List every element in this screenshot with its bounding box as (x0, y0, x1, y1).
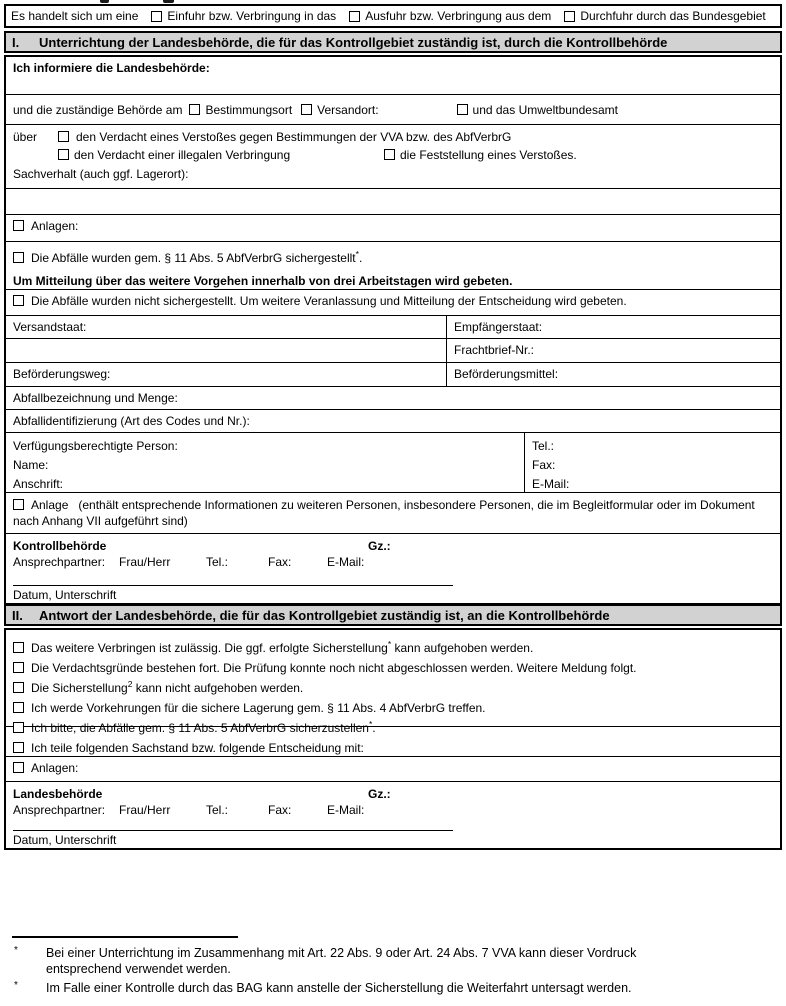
option-text: Ich bitte, die Abfälle gem. § 11 Abs. 5 AbfVerbrG sicherzustellen (31, 721, 369, 735)
sichergestellt-text: Die Abfälle wurden gem. § 11 Abs. 5 AbfVerbrG sichergestellt (31, 251, 356, 265)
checkbox-anlage-note[interactable] (13, 499, 24, 510)
frachtbrief-cell (447, 339, 780, 362)
landes-fax-label: Fax: (268, 803, 292, 817)
kontroll-fax-label: Fax: (268, 555, 292, 569)
verdacht-line2 (13, 147, 773, 163)
sachstand-entry-area (6, 727, 780, 757)
option-line (13, 676, 773, 696)
landes-email-label: E-Mail: (327, 803, 365, 817)
ueber-label: über (13, 130, 38, 144)
cropped-text-remnant (163, 0, 174, 3)
abfallbezeichnung-label: Abfallbezeichnung und Menge: (13, 391, 178, 405)
kontroll-ansprechpartner-line (13, 554, 773, 570)
person-email-label: E-Mail: (532, 477, 570, 491)
section1-table (4, 55, 782, 605)
label-verdacht-verstoss: den Verdacht eines Verstoßes gegen Bestimmungen der VVA bzw. des AbfVerbrG (76, 130, 512, 144)
section2-title: Antwort der Landesbehörde, die für das Kontrollgebiet zuständig ist, an die Kontrollbehörde (39, 607, 610, 623)
section2-header (4, 604, 782, 626)
section2-table (4, 628, 782, 850)
staaten-row (6, 316, 780, 339)
landesbehoerde-title: Landesbehörde (13, 787, 103, 801)
anlagen2-row (6, 757, 780, 782)
kontrollbehoerde-title-line (13, 538, 773, 554)
verdacht-line1 (13, 129, 773, 145)
anlagen1-row (6, 215, 780, 242)
option-text: Ich teile folgenden Sachstand bzw. folgende Entscheidung mit: (31, 741, 364, 755)
section2-number: II. (12, 607, 23, 623)
option-line (13, 656, 773, 676)
option-text: Die Sicherstellung (31, 681, 128, 695)
sachverhalt-entry-area (6, 189, 780, 215)
person-name-label: Name: (13, 458, 49, 472)
landesbehoerde-title-line (13, 786, 773, 802)
option-text: Das weitere Verbringen ist zulässig. Die ggf. erfolgte Sicherstellung (31, 641, 388, 655)
checkbox-umweltbundesamt[interactable] (457, 104, 468, 115)
versandstaat-cell (6, 316, 447, 338)
nicht-sichergestellt-text: Die Abfälle wurden nicht sichergestellt. Um weitere Veranlassung und Mitteilung der Entscheidung wird gebeten. (31, 294, 627, 308)
checkbox-anlagen1[interactable] (13, 220, 24, 231)
abfallidentifizierung-row (6, 410, 780, 433)
checkbox-nicht-sichergestellt[interactable] (13, 295, 24, 306)
person-anschrift-label: Anschrift: (13, 477, 64, 491)
sichergestellt-line (13, 246, 773, 266)
label-durchfuhr: Durchfuhr durch das Bundesgebiet (580, 9, 766, 23)
option-text: Die Verdachtsgründe bestehen fort. Die Prüfung konnte noch nicht abgeschlossen werden. Weitere Meldung folgt. (31, 661, 637, 675)
befoerderungsmittel-cell (447, 363, 780, 386)
footnote2-text: Im Falle einer Kontrolle durch das BAG kann anstelle der Sicherstellung die Weiterfahrt untersagt werden. (46, 981, 632, 995)
empfaengerstaat-label: Empfängerstaat: (454, 320, 543, 334)
checkbox-sichergestellt[interactable] (13, 252, 24, 263)
frachtbrief-row (6, 339, 780, 363)
befoerderungsweg-cell (6, 363, 447, 386)
anlage-note-label: Anlage (31, 498, 69, 512)
checkbox-verdachtsgruende[interactable] (13, 662, 24, 673)
landes-signature-line (13, 830, 453, 831)
label-feststellung: die Feststellung eines Verstoßes. (400, 148, 577, 162)
staat-entry-cell (6, 339, 447, 362)
abfallbezeichnung-row (6, 387, 780, 410)
kontroll-signature-line (13, 585, 453, 586)
checkbox-ausfuhr[interactable] (349, 11, 360, 22)
landes-datum-line (13, 832, 773, 848)
footnote-marker: * (355, 249, 359, 259)
behoerde-row (6, 95, 780, 125)
label-ausfuhr: Ausfuhr bzw. Verbringung aus dem (365, 9, 552, 23)
kontroll-frauherr-label: Frau/Herr (119, 555, 171, 569)
label-einfuhr: Einfuhr bzw. Verbringung in das (167, 9, 337, 23)
footnote-marker: * (387, 639, 392, 649)
landes-gz-label: Gz.: (368, 787, 391, 801)
label-versandort: Versandort: (317, 102, 379, 117)
checkbox-vorkehrungen-lagerung[interactable] (13, 702, 24, 713)
abfallidentifizierung-label: Abfallidentifizierung (Art des Codes und Nr.): (13, 414, 250, 428)
person-fax-label: Fax: (532, 458, 556, 472)
empfaengerstaat-cell (447, 316, 780, 338)
footnote-rule (12, 936, 238, 938)
shipment-type-row (4, 4, 782, 28)
anlage-note-text: (enthält entsprechende Informationen zu weiteren Personen, insbesondere Personen, die im Begleitformular oder im Dokument nach Anhang VII aufgeführt sind) (13, 498, 755, 528)
footnote-marker: 2 (127, 679, 133, 689)
footnote1-text: Bei einer Unterrichtung im Zusammenhang mit Art. 22 Abs. 9 oder Art. 24 Abs. 7 VVA kann dieser Vordruck entsprechend verwendet werden. (46, 946, 637, 976)
option-text-cont: kann nicht aufgehoben werden. (132, 681, 304, 695)
checkbox-verbringen-zulaessig[interactable] (13, 642, 24, 653)
kontroll-tel-label: Tel.: (206, 555, 229, 569)
kontroll-ansprechpartner-label: Ansprechpartner: (13, 555, 106, 569)
checkbox-einfuhr[interactable] (151, 11, 162, 22)
person-tel-label: Tel.: (532, 439, 555, 453)
option-text-cont: . (372, 721, 376, 735)
befoerderungsmittel-label: Beförderungsmittel: (454, 367, 559, 381)
kontrollbehoerde-title: Kontrollbehörde (13, 539, 107, 553)
person-row (6, 433, 780, 493)
anlage-note-row (6, 493, 780, 534)
label-bestimmungsort: Bestimmungsort (205, 102, 293, 117)
sichergestellt-row (6, 242, 780, 290)
inform-row (6, 57, 780, 95)
inform-label: Ich informiere die Landesbehörde: (13, 61, 210, 75)
option-line (13, 696, 773, 716)
landes-datum-label: Datum, Unterschrift (13, 833, 117, 847)
label-umweltbundesamt: und das Umweltbundesamt (472, 102, 618, 117)
option-text: Ich werde Vorkehrungen für die sichere Lagerung gem. § 11 Abs. 4 AbfVerbrG treffen. (31, 701, 486, 715)
landesbehoerde-row (6, 782, 780, 848)
checkbox-versandort[interactable] (301, 104, 312, 115)
sachverhalt-label-line (13, 166, 773, 182)
kontrollbehoerde-row (6, 534, 780, 603)
nicht-sichergestellt-row (6, 290, 780, 316)
checkbox-durchfuhr[interactable] (564, 11, 575, 22)
label-illegale-verbringung: den Verdacht einer illegalen Verbringung (74, 148, 291, 162)
footnote1-marker: * (14, 945, 18, 956)
section1-title: Unterrichtung der Landesbehörde, die für das Kontrollgebiet zuständig ist, durch die Kontrollbehörde (39, 34, 668, 50)
option-text-cont: kann aufgehoben werden. (391, 641, 534, 655)
verdacht-row (6, 125, 780, 189)
mitteilung-text: Um Mitteilung über das weitere Vorgehen innerhalb von drei Arbeitstagen wird gebeten. (13, 274, 513, 288)
kontroll-gz-label: Gz.: (368, 539, 391, 553)
anlagen1-label: Anlagen: (31, 219, 79, 233)
checkbox-feststellung[interactable] (384, 149, 395, 160)
section1-number: I. (12, 34, 20, 50)
option-line (13, 636, 773, 656)
checkbox-sicherstellung-nicht-aufgehoben[interactable] (13, 682, 24, 693)
kontroll-datum-label: Datum, Unterschrift (13, 588, 117, 602)
footnote-1 (12, 945, 712, 977)
cropped-text-remnant (100, 0, 109, 3)
anlagen2-label: Anlagen: (31, 761, 79, 775)
checkbox-illegale-verbringung[interactable] (58, 149, 69, 160)
antwort-options-row (6, 630, 780, 755)
section1-header (4, 31, 782, 53)
landes-frauherr-label: Frau/Herr (119, 803, 171, 817)
befoerderung-row (6, 363, 780, 387)
behoerde-prefix: und die zuständige Behörde am (13, 102, 183, 117)
frachtbrief-label: Frachtbrief-Nr.: (454, 343, 535, 357)
footnote2-marker: * (14, 980, 18, 991)
footnote-2 (12, 980, 712, 996)
footnote-marker: * (368, 719, 373, 729)
person-right-cell (525, 433, 780, 492)
person-title: Verfügungsberechtigte Person: (13, 439, 178, 453)
shipment-type-prefix: Es handelt sich um eine (11, 9, 139, 23)
checkbox-verdacht-verstoss[interactable] (58, 131, 69, 142)
footnotes (12, 936, 772, 996)
kontroll-email-label: E-Mail: (327, 555, 365, 569)
mitteilung-bold-line (13, 273, 773, 289)
sichergestellt-period: . (358, 251, 363, 265)
befoerderungsweg-label: Beförderungsweg: (13, 367, 111, 381)
kontroll-datum-line (13, 587, 773, 603)
sachverhalt-label: Sachverhalt (auch ggf. Lagerort): (13, 167, 189, 181)
person-left-cell (6, 433, 525, 492)
form-page (4, 4, 782, 850)
landes-tel-label: Tel.: (206, 803, 229, 817)
versandstaat-label: Versandstaat: (13, 320, 87, 334)
landes-ansprechpartner-label: Ansprechpartner: (13, 803, 106, 817)
landes-ansprechpartner-line (13, 802, 773, 818)
checkbox-bestimmungsort[interactable] (189, 104, 200, 115)
checkbox-anlagen2[interactable] (13, 762, 24, 773)
